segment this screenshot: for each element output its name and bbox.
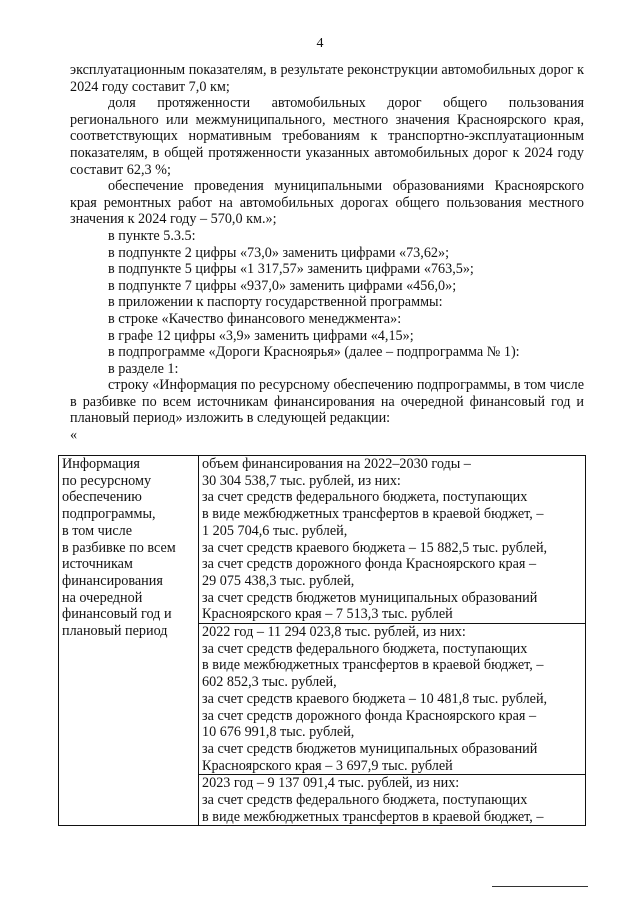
opening-quote-mark: « (70, 427, 78, 444)
funding-line: 30 304 538,7 тыс. рублей, из них: (202, 472, 401, 489)
left-line: финансирования (62, 572, 163, 589)
paragraph-quality-row: в строке «Качество финансового менеджмента»: (108, 310, 402, 327)
funding-line: 602 852,3 тыс. рублей, (202, 674, 337, 691)
document-body (70, 62, 584, 444)
paragraph-section-1: в разделе 1: (108, 360, 179, 377)
paragraph-repair-works: обеспечение проведения муниципальными образованиями Красноярского края ремонтных работ на автомобильных дорогах общего пользования местного значения к 2024 году – 570,0 км.»; (70, 178, 584, 228)
funding-line: 2022 год – 11 294 023,8 тыс. рублей, из них: (202, 624, 466, 641)
funding-line: в виде межбюджетных трансфертов в краевой бюджет, – (202, 657, 544, 674)
funding-line: за счет средств краевого бюджета – 15 882,5 тыс. рублей, (202, 539, 548, 556)
funding-line: за счет средств федерального бюджета, поступающих (202, 640, 528, 657)
left-line: обеспечению (62, 489, 142, 506)
table-left-cell (59, 456, 199, 826)
paragraph-subitem-2: в подпункте 2 цифры «73,0» заменить цифрами «73,62»; (108, 244, 450, 261)
funding-line: в виде межбюджетных трансфертов в краевой бюджет, – (202, 808, 544, 825)
left-line: Информация (62, 456, 140, 472)
paragraph-road-share: доля протяженности автомобильных дорог общего пользования регионального или межмуниципального, местного значения Красноярского края, соответствующих нормативным требованиям к транспортно-эксплуатационным показателям, в общей протяженности указанных автомобильных дорог к 2024 году составит 62,3 %; (70, 95, 584, 178)
funding-line: 1 205 704,6 тыс. рублей, (202, 522, 348, 539)
funding-2022-cell (199, 624, 586, 775)
funding-line: Красноярского края – 7 513,3 тыс. рублей (202, 606, 453, 623)
funding-line: за счет средств краевого бюджета – 10 481,8 тыс. рублей, (202, 690, 548, 707)
left-line: финансовый год и (62, 606, 172, 623)
table-row (59, 456, 586, 624)
funding-line: за счет средств дорожного фонда Красноярского края – (202, 707, 537, 724)
paragraph-subitem-5: в подпункте 5 цифры «1 317,57» заменить цифрами «763,5»; (108, 261, 474, 278)
funding-line: за счет средств дорожного фонда Красноярского края – (202, 556, 537, 573)
left-line: в том числе (62, 522, 133, 539)
paragraph-subprogram: в подпрограмме «Дороги Красноярья» (далее – подпрограмма № 1): (108, 344, 520, 361)
funding-line: объем финансирования на 2022–2030 годы – (202, 456, 471, 472)
left-line: на очередной (62, 589, 143, 606)
funding-line: за счет средств бюджетов муниципальных образований (202, 740, 538, 757)
funding-2023-cell (199, 775, 586, 826)
paragraph-replace-row: строку «Информация по ресурсному обеспечению подпрограммы, в том числе в разбивке по всем источникам финансирования на очередной финансовый год и плановый период» изложить в следующей редакции: (70, 377, 584, 427)
funding-line: 10 676 991,8 тыс. рублей, (202, 724, 355, 741)
funding-line: за счет средств бюджетов муниципальных образований (202, 589, 538, 606)
paragraph-subitem-7: в подпункте 7 цифры «937,0» заменить цифрами «456,0»; (108, 277, 457, 294)
resource-table (58, 455, 586, 826)
left-line: подпрограммы, (62, 506, 156, 523)
footer-rule (492, 886, 588, 887)
paragraph-appendix: в приложении к паспорту государственной программы: (108, 294, 443, 311)
paragraph-column-12: в графе 12 цифры «3,9» заменить цифрами «4,15»; (108, 327, 414, 344)
funding-line: Красноярского края – 3 697,9 тыс. рублей (202, 757, 453, 774)
left-line: по ресурсному (62, 472, 152, 489)
paragraph-item-535: в пункте 5.3.5: (108, 227, 196, 244)
funding-line: в виде межбюджетных трансфертов в краевой бюджет, – (202, 506, 544, 523)
left-line: плановый период (62, 623, 168, 640)
page-number: 4 (316, 36, 324, 51)
paragraph-continuation: эксплуатационным показателям, в результате реконструкции автомобильных дорог к 2024 году составит 7,0 км; (70, 62, 584, 95)
left-line: в разбивке по всем (62, 539, 176, 556)
left-line: источникам (62, 556, 133, 573)
funding-line: за счет средств федерального бюджета, поступающих (202, 792, 528, 809)
funding-line: за счет средств федерального бюджета, поступающих (202, 489, 528, 506)
funding-total-cell (199, 456, 586, 624)
funding-line: 2023 год – 9 137 091,4 тыс. рублей, из них: (202, 775, 460, 792)
funding-line: 29 075 438,3 тыс. рублей, (202, 572, 355, 589)
